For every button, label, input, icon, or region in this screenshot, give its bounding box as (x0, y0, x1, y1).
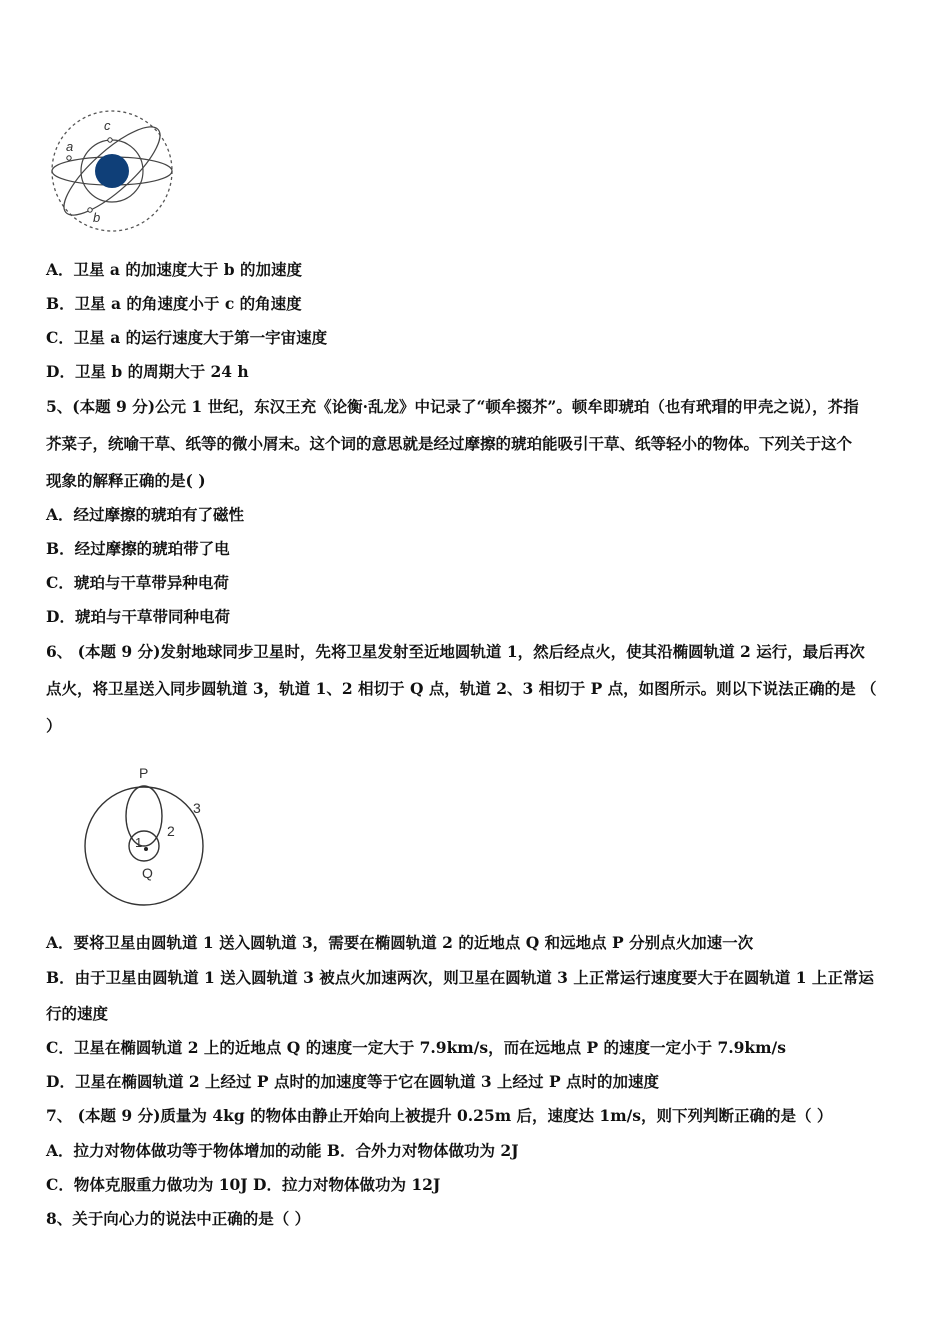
earth (95, 154, 129, 188)
q7-options-cd: C．物体克服重力做功为 10J D．拉力对物体做功为 12J (46, 1175, 441, 1194)
point-q-label: Q (142, 865, 153, 881)
q4-option-b: B．卫星 a 的角速度小于 c 的角速度 (46, 294, 302, 313)
satellite-a-dot (67, 156, 71, 160)
q7-stem: 7、 (本题 9 分)质量为 4kg 的物体由静止开始向上被提升 0.25m 后，速度达 1m/s，则下列判断正确的是（ ） (46, 1106, 833, 1125)
q8-stem: 8、关于向心力的说法中正确的是（ ） (46, 1209, 311, 1228)
q6-stem-line-2: 点火，将卫星送入同步圆轨道 3，轨道 1、2 相切于 Q 点，轨道 2、3 相切于 P 点，如图所示。则以下说法正确的是 （ (46, 679, 877, 698)
q5-option-b: B．经过摩擦的琥珀带了电 (46, 539, 230, 558)
q6-option-d: D．卫星在椭圆轨道 2 上经过 P 点时的加速度等于它在圆轨道 3 上经过 P 点时的加速度 (46, 1072, 659, 1091)
q5-option-a: A．经过摩擦的琥珀有了磁性 (46, 505, 245, 524)
orbit-2-label: 2 (167, 823, 175, 839)
orbit-3-label: 3 (193, 800, 201, 816)
q6-option-a: A．要将卫星由圆轨道 1 送入圆轨道 3，需要在椭圆轨道 2 的近地点 Q 和远地点 P 分别点火加速一次 (46, 933, 754, 952)
orbit-1-label: 1 (135, 835, 143, 850)
q5-option-c: C．琥珀与干草带异种电荷 (46, 573, 229, 592)
label-c: c (104, 118, 111, 133)
q5-stem-line-3: 现象的解释正确的是( ) (46, 471, 206, 490)
transfer-orbit-diagram (80, 760, 220, 910)
q6-option-b-line-2: 行的速度 (46, 1004, 109, 1023)
q4-option-a: A．卫星 a 的加速度大于 b 的加速度 (46, 260, 302, 279)
satellite-c-dot (108, 138, 112, 142)
q6-option-c: C．卫星在椭圆轨道 2 上的近地点 Q 的速度一定大于 7.9km/s，而在远地点 P 的速度一定小于 7.9km/s (46, 1038, 786, 1057)
q7-options-ab: A．拉力对物体做功等于物体增加的动能 B．合外力对物体做功为 2J (46, 1141, 519, 1160)
q5-stem-line-2: 芥菜子，统喻干草、纸等的微小屑末。这个词的意思就是经过摩擦的琥珀能吸引干草、纸等轻小的物体。下列关于这个 (46, 434, 853, 453)
q5-option-d: D．琥珀与干草带同种电荷 (46, 607, 230, 626)
earth-center (144, 847, 148, 851)
label-b: b (93, 210, 101, 225)
orbit-diagram (46, 108, 181, 238)
label-a: a (66, 139, 74, 154)
q6-option-b-line-1: B．由于卫星由圆轨道 1 送入圆轨道 3 被点火加速两次，则卫星在圆轨道 3 上正常运行速度要大于在圆轨道 1 上正常运 (46, 968, 874, 987)
q4-option-d: D．卫星 b 的周期大于 24 h (46, 362, 249, 381)
point-p-label: P (139, 765, 149, 781)
q5-stem-line-1: 5、(本题 9 分)公元 1 世纪，东汉王充《论衡·乱龙》中记录了“顿牟掇芥”。顿牟即琥珀（也有玳瑁的甲壳之说），芥指 (46, 397, 859, 416)
satellite-b-dot (88, 208, 92, 212)
q6-stem-line-1: 6、 (本题 9 分)发射地球同步卫星时，先将卫星发射至近地圆轨道 1，然后经点火，使其沿椭圆轨道 2 运行，最后再次 (46, 642, 865, 661)
q4-option-c: C．卫星 a 的运行速度大于第一宇宙速度 (46, 328, 328, 347)
q6-stem-line-3: ） (46, 716, 62, 735)
